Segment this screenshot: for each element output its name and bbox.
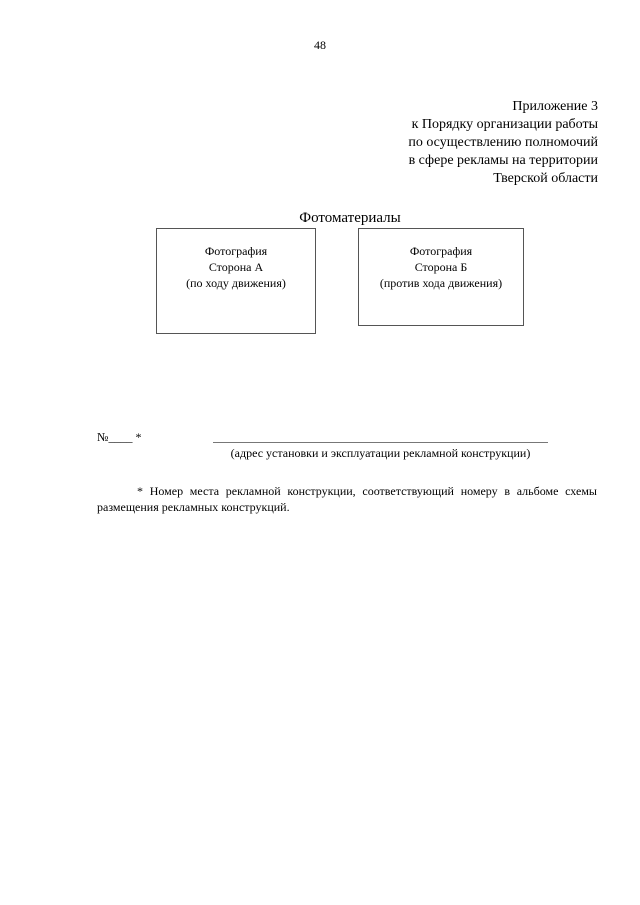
appendix-line: в сфере рекламы на территории [408,153,598,168]
photo-box-label: Фотография [204,244,268,258]
photo-box-side: Сторона Б [414,260,468,274]
number-field-label: №____ * [97,430,142,444]
footnote: * Номер места рекламной конструкции, соответствующий номеру в альбоме схемы размещения рекламных конструкций. [97,484,597,514]
appendix-line: к Порядку организации работы [411,117,598,132]
address-caption: (адрес установки и эксплуатации рекламной конструкции) [230,446,531,460]
appendix-line: Приложение 3 [512,99,598,114]
photo-box-direction: (против хода движения) [379,276,503,290]
photo-box-side: Сторона А [208,260,264,274]
page-number: 48 [314,38,326,52]
photo-box-side-a [156,228,316,334]
photo-box-label: Фотография [409,244,473,258]
photo-box-side-b [358,228,524,326]
address-underline [213,442,548,443]
appendix-header [408,98,598,188]
section-title: Фотоматериалы [299,210,401,226]
appendix-line: по осуществлению полномочий [408,135,598,150]
photo-box-direction: (по ходу движения) [186,276,286,290]
appendix-line: Тверской области [493,171,598,186]
